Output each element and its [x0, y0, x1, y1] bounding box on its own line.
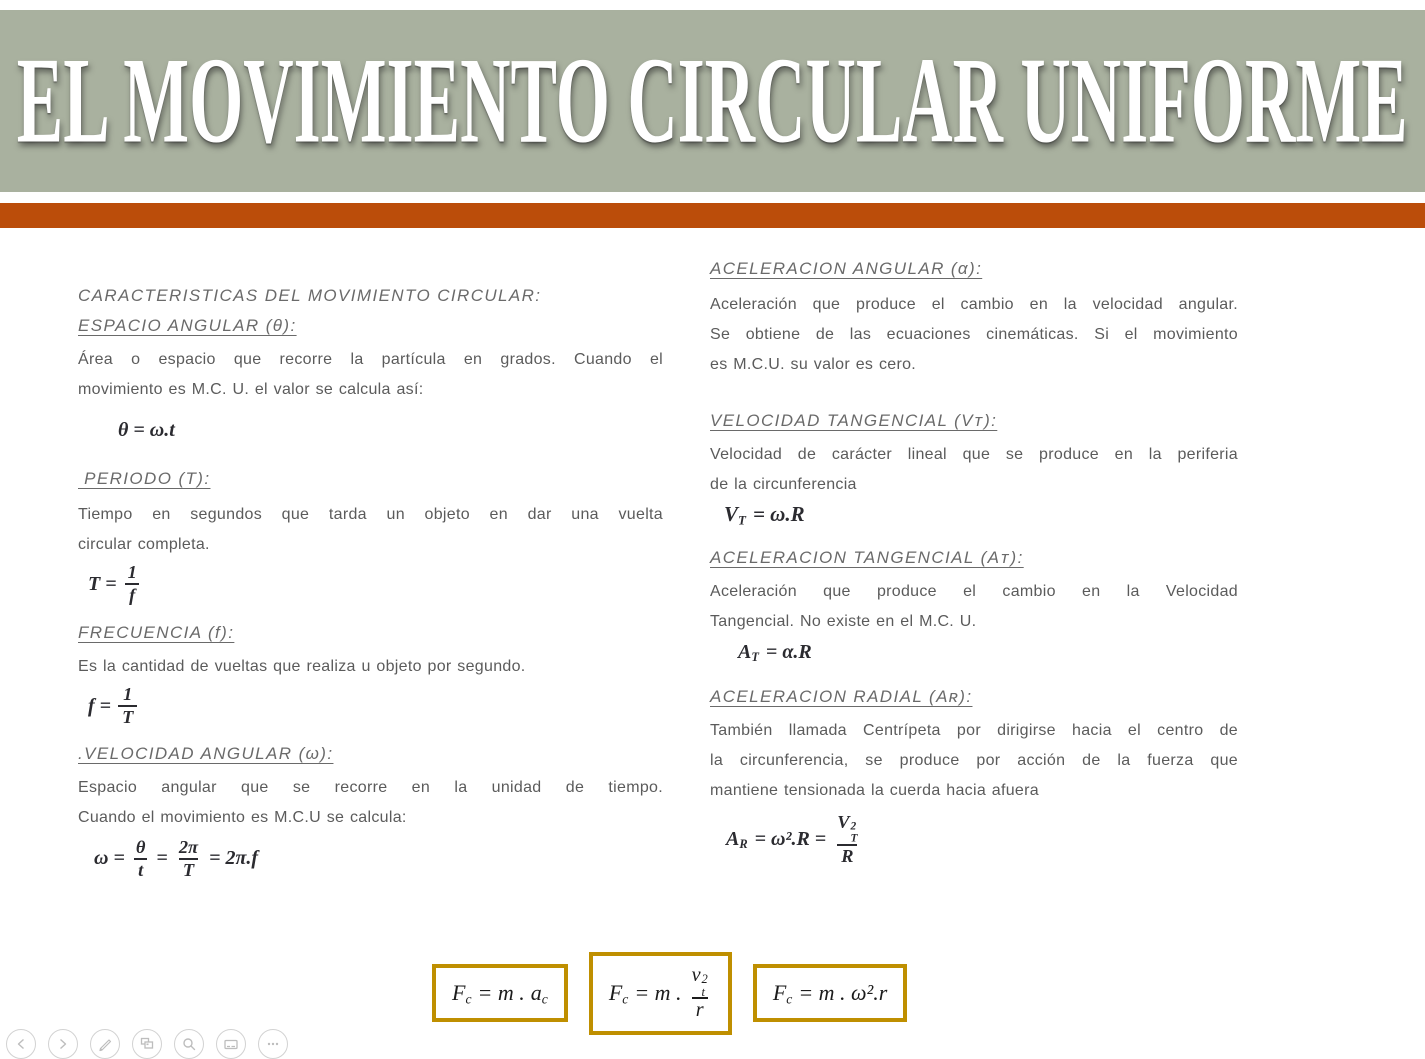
- previous-slide-button[interactable]: [6, 1029, 36, 1059]
- formula-frecuencia: f = $\frac{1}{T}$: [88, 684, 663, 728]
- paragraph: Área o espacio que recorre la partícula en grados. Cuando el movimiento es M.C. U. el valor se calcula así:: [78, 351, 663, 398]
- formula-periodo: T = $\frac{1}{f}$: [88, 562, 663, 606]
- section-heading: ESPACIO ANGULAR (θ):: [78, 316, 297, 335]
- left-column: [78, 285, 663, 881]
- section-heading: FRECUENCIA (f):: [78, 623, 235, 643]
- formula-box-fc-mv2r: F $_c$ = m . v 2 t r: [589, 952, 732, 1035]
- ellipsis-icon: [265, 1036, 281, 1052]
- paragraph: Es la cantidad de vueltas que realiza u objeto por segundo.: [78, 658, 526, 676]
- section-heading: .VELOCIDAD ANGULAR (ω):: [78, 743, 334, 763]
- pen-icon: [97, 1036, 113, 1052]
- section-heading: ACELERACION RADIAL (Aʀ):: [710, 687, 973, 706]
- accent-bar: [0, 203, 1425, 228]
- formula-espacio-angular: θ = ω.t: [118, 419, 175, 441]
- section-heading: VELOCIDAD TANGENCIAL (Vᴛ):: [710, 411, 998, 430]
- slide-title: EL MOVIMIENTO CIRCULAR UNIFORME: [17, 32, 1408, 169]
- slides-grid-icon: [139, 1036, 155, 1052]
- paragraph: También llamada Centrípeta por dirigirse hacia el centro de la circunferencia, se produce por acción de la fuerza que mantiene tensionada la cuerda hacia afuera: [710, 722, 1238, 799]
- paragraph: Tiempo en segundos que tarda un objeto en dar una vuelta circular completa.: [78, 506, 663, 553]
- formula-box-fc-mac: F $_c$ = m . a $_c$: [432, 964, 568, 1022]
- right-column: [710, 258, 1238, 867]
- centripetal-force-boxes: [432, 952, 907, 1035]
- formula-aceleracion-radial: A $_R$ = ω².R = V 2 T R: [726, 812, 858, 866]
- slideshow-controls: [6, 1029, 288, 1059]
- section-heading: ACELERACION TANGENCIAL (Aᴛ):: [710, 548, 1024, 567]
- slide-header: [0, 10, 1425, 192]
- next-slide-button[interactable]: [48, 1029, 78, 1059]
- arrow-right-icon: [55, 1036, 71, 1052]
- all-slides-button[interactable]: [132, 1029, 162, 1059]
- zoom-button[interactable]: [174, 1029, 204, 1059]
- paragraph: Aceleración que produce el cambio en la Velocidad Tangencial. No existe en el M.C. U.: [710, 583, 1238, 630]
- paragraph: Espacio angular que se recorre en la unidad de tiempo. Cuando el movimiento es M.C.U se calcula:: [78, 778, 663, 826]
- formula-velocidad-tangencial: V $_T$ = ω.R: [724, 502, 805, 528]
- section-heading: PERIODO (T):: [78, 469, 211, 488]
- formula-velocidad-angular: ω = $\frac{\theta}{t}$ = $\frac{2\pi}{T}$ = 2π.f: [94, 836, 259, 880]
- paragraph: Velocidad de carácter lineal que se produce en la periferia de la circunferencia: [710, 446, 1238, 493]
- captions-icon: [223, 1036, 239, 1052]
- arrow-left-icon: [13, 1036, 29, 1052]
- formula-aceleracion-tangencial: A $_T$ = α.R: [738, 641, 812, 665]
- pen-tool-button[interactable]: [90, 1029, 120, 1059]
- formula-box-fc-mw2r: F $_c$ = m . ω².r: [753, 964, 907, 1022]
- captions-button[interactable]: [216, 1029, 246, 1059]
- section-heading: CARACTERISTICAS DEL MOVIMIENTO CIRCULAR:: [78, 286, 542, 305]
- magnifier-icon: [181, 1036, 197, 1052]
- paragraph: Aceleración que produce el cambio en la velocidad angular. Se obtiene de las ecuaciones cinemáticas. Si el movimiento es M.C.U. su valor es cero.: [710, 296, 1238, 373]
- more-options-button[interactable]: [258, 1029, 288, 1059]
- section-heading: ACELERACION ANGULAR (α):: [710, 259, 983, 278]
